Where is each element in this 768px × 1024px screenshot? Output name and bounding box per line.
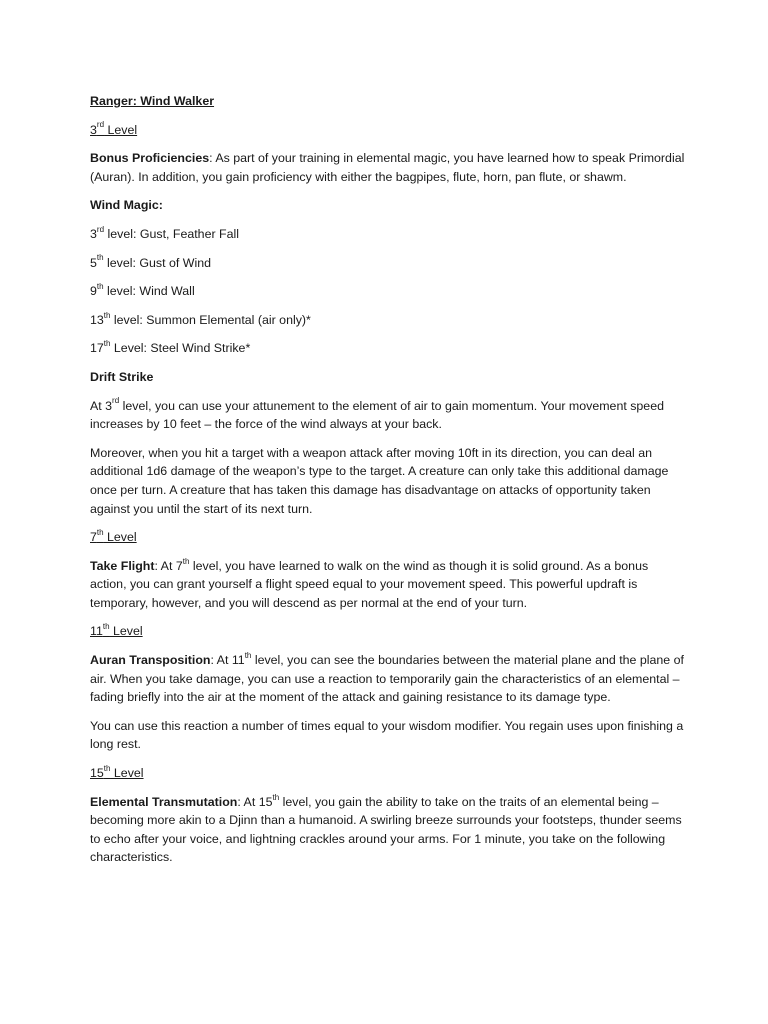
level-15-heading: 15th Level <box>90 763 144 781</box>
wind-magic-item: 9th level: Wind Wall <box>90 282 195 299</box>
drift-strike-paragraph-2: Moreover, when you hit a target with a weapon attack after moving 10ft in its direction, you can deal an additional 1d6 damage of the weapon’s type to the target. A creature can only take this additional damage once per turn. A creature that has taken this damage has disadvantage on attacks of opportunity taken against you until the start of its next turn. <box>90 445 669 516</box>
bonus-proficiencies-paragraph: Bonus Proficiencies: As part of your training in elemental magic, you have learned how to speak Primordial (Auran). In addition, you gain proficiency with either the bagpipes, flute, horn, pan flute, or shawm. <box>90 151 685 184</box>
elemental-transmutation-term: Elemental Transmutation <box>90 794 238 809</box>
level-11-heading: 11th Level <box>90 622 143 639</box>
wind-magic-item: 13th level: Summon Elemental (air only)* <box>90 310 311 327</box>
wind-magic-item: 5th level: Gust of Wind <box>90 253 212 270</box>
wind-magic-item: 3rd level: Gust, Feather Fall <box>90 224 240 241</box>
auran-transposition-term: Auran Transposition <box>90 653 211 668</box>
document-page <box>90 92 686 877</box>
take-flight-paragraph: Take Flight: At 7th level, you have learned to walk on the wind as though it is solid ground. As a bonus action, you can grant yourself a flight speed equal to your movement speed. This powerful updraft is temporary, however, and you will descend as per normal at the end of your turn. <box>90 556 649 610</box>
bonus-proficiencies-term: Bonus Proficiencies <box>90 151 210 166</box>
drift-strike-paragraph-1: At 3rd level, you can use your attunement to the element of air to gain momentum. Your movement speed increases by 10 feet – the force of the wind always at your back. <box>90 396 664 432</box>
wind-magic-heading: Wind Magic: <box>90 198 163 213</box>
drift-strike-heading: Drift Strike <box>90 369 154 384</box>
elemental-transmutation-paragraph: Elemental Transmutation: At 15th level, you gain the ability to take on the traits of an elemental being – becoming more akin to a Djinn than a humanoid. A swirling breeze surrounds your footsteps, thunder seems to echo after your voice, and lightning crackles around your arms. For 1 minute, you take on the following characteristics. <box>90 792 682 865</box>
level-3-heading: 3rd Level <box>90 120 138 137</box>
take-flight-term: Take Flight <box>90 558 155 573</box>
auran-transposition-paragraph: Auran Transposition: At 11th level, you can see the boundaries between the material plane and the plane of air. When you take damage, you can use a reaction to temporarily gain the characteristics of an elemental – fading briefly into the air at the moment of the attack and gaining resistance to its damage type. <box>90 650 684 705</box>
auran-transposition-paragraph-2: You can use this reaction a number of times equal to your wisdom modifier. You regain uses upon finishing a long rest. <box>90 718 684 752</box>
document-title: Ranger: Wind Walker <box>90 94 215 108</box>
level-7-heading: 7th Level <box>90 527 137 545</box>
wind-magic-item: 17th Level: Steel Wind Strike* <box>90 339 251 356</box>
